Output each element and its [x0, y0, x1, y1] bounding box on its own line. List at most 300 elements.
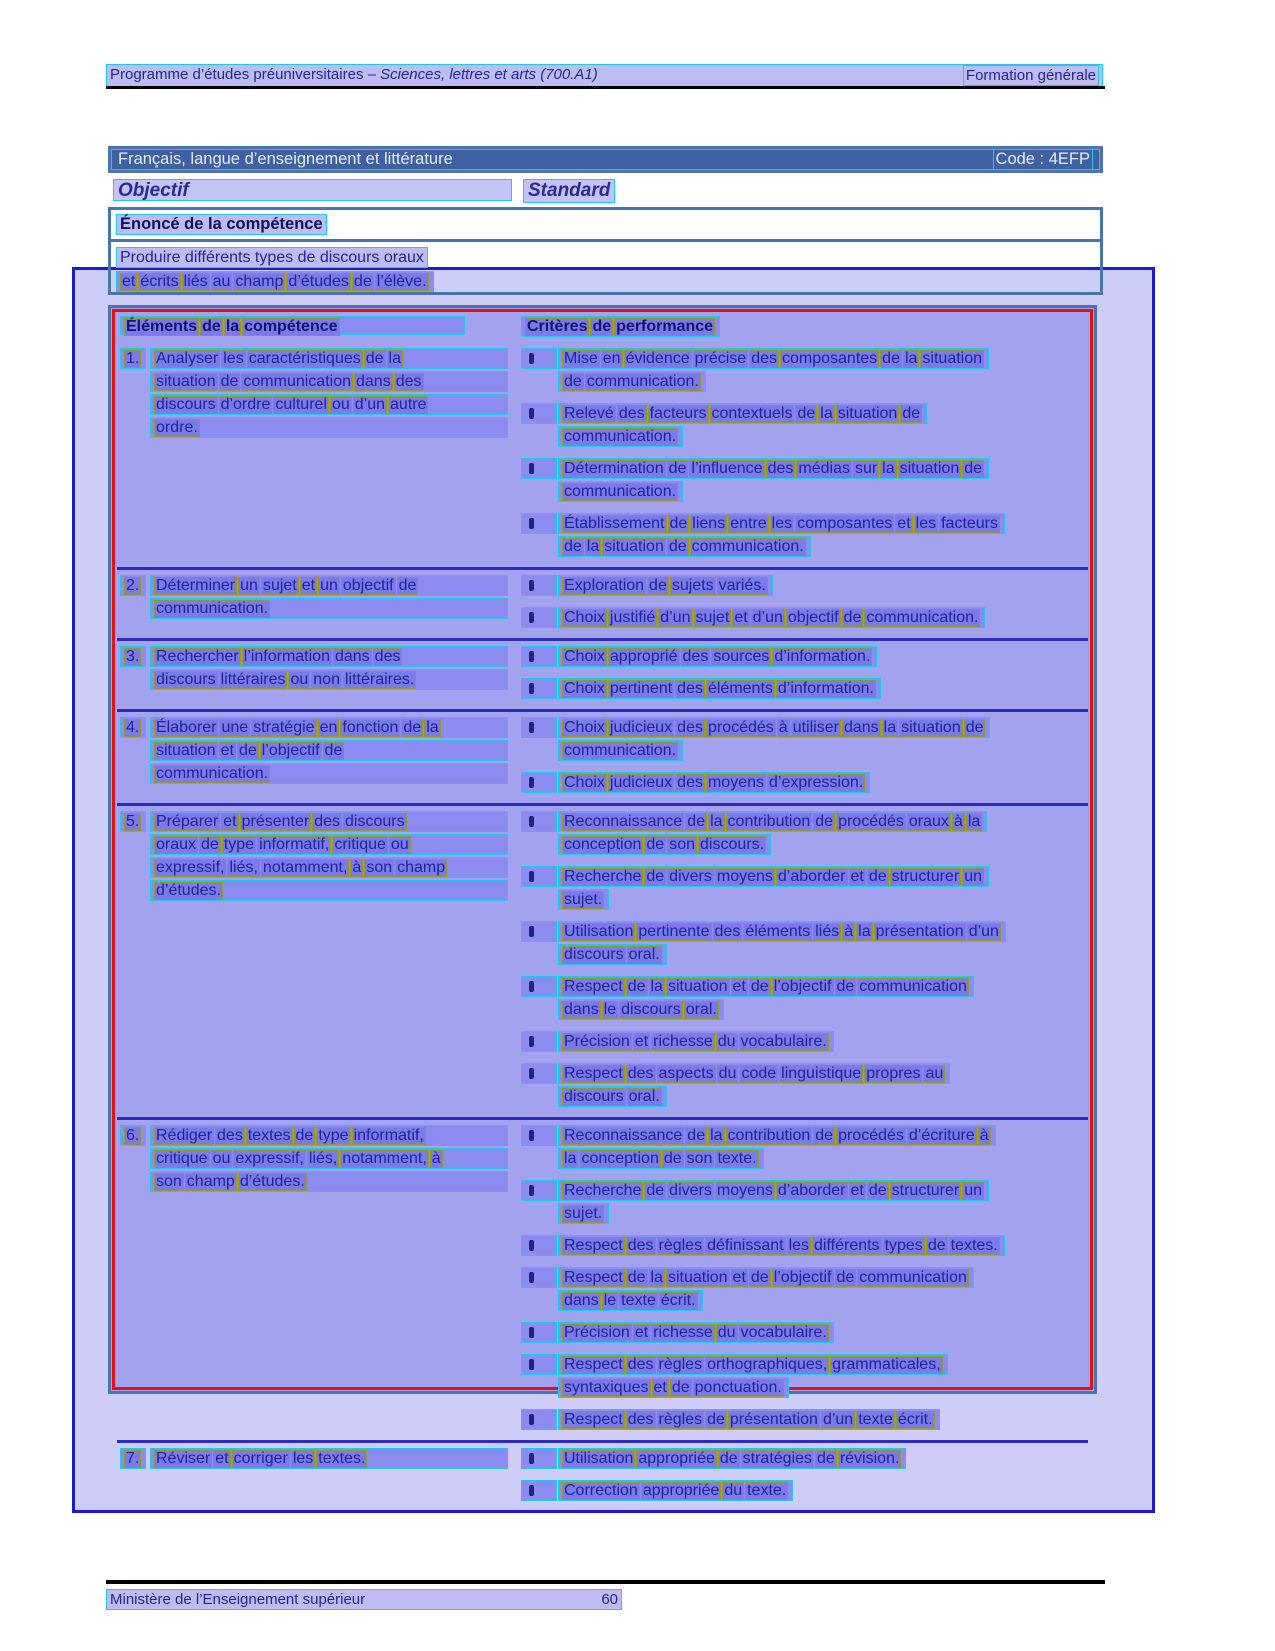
word-box: contribution	[727, 813, 811, 830]
word-box: situation	[667, 978, 728, 995]
word-box: Respect	[564, 1356, 623, 1373]
bullet-box	[521, 1125, 557, 1146]
word-box: la	[967, 813, 981, 830]
word-box: la	[564, 1150, 577, 1167]
criterion-item	[521, 772, 1088, 795]
word-box: définissant	[707, 1237, 784, 1254]
word-box: révision.	[839, 1450, 900, 1467]
row-number	[120, 717, 150, 797]
word-box: sujet.	[564, 891, 603, 908]
element-text	[150, 811, 508, 1111]
table-row	[117, 343, 1088, 567]
criterion-item	[521, 458, 1088, 504]
word-box: facteurs	[941, 515, 999, 532]
word-box: d’information.	[774, 648, 871, 665]
header-rule	[106, 86, 1105, 89]
table-row	[117, 1440, 1088, 1511]
word-box: d’études.	[156, 882, 221, 899]
word-box: dans	[564, 1292, 599, 1309]
word-box: en	[319, 719, 338, 736]
word-box: littéraires	[220, 671, 286, 688]
word-box: structurer	[891, 868, 960, 885]
element-cell	[117, 1448, 521, 1505]
bullet-icon	[529, 1036, 534, 1047]
word-box: règles	[658, 1237, 703, 1254]
word-box: judicieux	[609, 719, 673, 736]
row-number	[120, 646, 150, 703]
bullet-icon	[529, 1453, 534, 1464]
word-box: discours	[156, 671, 216, 688]
word-box: Recherche	[564, 868, 642, 885]
word-box: et	[634, 1033, 649, 1050]
course-title-bar	[108, 146, 1103, 173]
word-box: la	[650, 978, 663, 995]
word-box: situation	[922, 350, 983, 367]
bullet-box	[521, 458, 557, 479]
word-box: d’un	[660, 609, 691, 626]
word-box: Précision	[564, 1033, 630, 1050]
bullet-box	[521, 348, 557, 369]
word-box: judicieux	[609, 774, 673, 791]
word-box: évidence	[625, 350, 690, 367]
criterion-item	[521, 866, 1088, 912]
word-box: propres	[866, 1065, 921, 1082]
bullet-icon	[529, 1240, 534, 1251]
word-box: pertinent	[609, 680, 673, 697]
word-box: discours	[344, 813, 405, 830]
word-box: de	[365, 350, 384, 367]
criterion-text	[558, 1322, 1088, 1345]
element-text	[150, 717, 508, 797]
word-box: et	[732, 978, 746, 995]
word-box: liés	[815, 923, 840, 940]
word-box: Déterminer	[156, 577, 236, 594]
table-row	[117, 567, 1088, 638]
word-box: composantes	[797, 515, 893, 532]
word-box: la	[650, 1269, 663, 1286]
word-box: sujets	[671, 577, 714, 594]
word-box: discours	[156, 396, 216, 413]
word-box: d’aborder	[777, 1182, 846, 1199]
word-box: appropriée	[638, 1450, 715, 1467]
criterion-text	[558, 678, 1088, 701]
word-box: sujet	[695, 609, 730, 626]
row-number	[120, 575, 150, 632]
bullet-icon	[529, 1185, 534, 1196]
course-code: Code : 4EFP	[993, 149, 1093, 170]
word-box: Respect	[564, 1065, 623, 1082]
criterion-item	[521, 921, 1088, 967]
word-box: la	[882, 460, 895, 477]
criterion-text	[558, 348, 1088, 394]
word-box: de	[592, 318, 612, 335]
word-box: Éléments	[126, 318, 198, 335]
word-box: texte	[858, 1411, 893, 1428]
bullet-icon	[529, 463, 534, 474]
word-box: pertinente	[638, 923, 710, 940]
word-box: Relevé	[564, 405, 614, 422]
word-box: les	[788, 1237, 810, 1254]
word-box: la	[710, 1127, 723, 1144]
word-box: utiliser	[792, 719, 839, 736]
criterion-text	[558, 1409, 1088, 1432]
word-box: et	[122, 273, 136, 290]
word-box: ou	[290, 671, 309, 688]
word-box: sur	[854, 460, 878, 477]
word-box: de	[815, 1127, 834, 1144]
word-box: Correction	[564, 1482, 638, 1499]
word-box: sujet	[262, 577, 297, 594]
word-box: expressif,	[156, 859, 225, 876]
word-box: des	[314, 813, 340, 830]
word-box: divers	[669, 1182, 712, 1199]
word-box: d’aborder	[777, 868, 846, 885]
word-box: un	[964, 868, 983, 885]
word-box: éléments	[745, 923, 811, 940]
word-box: communication.	[691, 538, 804, 555]
word-box: textes.	[318, 1450, 366, 1467]
row-number	[120, 811, 150, 1111]
word-box: l’objectif	[773, 1269, 832, 1286]
bullet-icon	[529, 1414, 534, 1425]
word-box: règles	[658, 1411, 703, 1428]
col-criteres-header-cell	[521, 316, 720, 337]
word-box: des	[751, 350, 777, 367]
word-box: informatif,	[259, 836, 330, 853]
word-box: des	[627, 1411, 654, 1428]
bullet-box	[521, 575, 557, 596]
word-box: de	[201, 836, 219, 853]
word-box: médias	[798, 460, 850, 477]
course-title: Français, langue d’enseignement et littérature	[118, 150, 453, 168]
word-box: appropriée	[642, 1482, 720, 1499]
word-box: l’information	[243, 648, 330, 665]
competence-table	[108, 305, 1097, 1499]
word-box: Élaborer	[156, 719, 217, 736]
table-rows	[117, 343, 1088, 1511]
bullet-box	[521, 976, 557, 997]
word-box: Rechercher	[156, 648, 239, 665]
word-box: des	[374, 648, 401, 665]
word-box: culturel	[275, 396, 327, 413]
criterion-item	[521, 575, 1088, 598]
word-box: expressif,	[235, 1150, 304, 1167]
criteria-cell	[521, 1448, 1088, 1505]
word-box: à	[844, 923, 854, 940]
word-box: 2.	[126, 577, 140, 594]
element-text	[150, 575, 508, 632]
bullet-icon	[529, 871, 534, 882]
word-box: un	[320, 577, 338, 594]
word-box: la	[820, 405, 833, 422]
word-box: richesse	[653, 1033, 713, 1050]
word-box: et	[653, 1379, 667, 1396]
row-number	[120, 1448, 150, 1505]
bullet-icon	[529, 1485, 534, 1496]
bullet-box	[521, 1235, 557, 1256]
word-box: à	[431, 1150, 441, 1167]
word-box: Utilisation	[564, 1450, 634, 1467]
word-box: de	[868, 1182, 887, 1199]
word-box: de	[836, 978, 855, 995]
word-box: d’ordre	[220, 396, 271, 413]
word-box: Détermination	[564, 460, 664, 477]
word-box: oraux	[156, 836, 197, 853]
word-box: 4.	[126, 719, 140, 736]
word-box: présentation	[729, 1411, 818, 1428]
running-header-left: Programme d’études préuniversitaires – Sciences, lettres et arts (700.A1)	[110, 66, 598, 83]
word-box: dans	[334, 648, 370, 665]
word-box: à	[778, 719, 788, 736]
word-box: écrits	[140, 273, 179, 290]
bullet-icon	[529, 1130, 534, 1141]
bullet-icon	[529, 981, 534, 992]
word-box: et	[734, 609, 748, 626]
criterion-item	[521, 1480, 1088, 1503]
word-box: de	[797, 405, 816, 422]
word-box: critique	[156, 1150, 208, 1167]
word-box: des	[682, 648, 709, 665]
word-box: Exploration	[564, 577, 645, 594]
word-box: stratégie	[253, 719, 315, 736]
word-box: type	[318, 1127, 349, 1144]
criterion-text	[558, 1031, 1088, 1054]
word-box: et	[223, 813, 237, 830]
word-box: moyens	[716, 1182, 773, 1199]
word-box: de	[627, 1269, 646, 1286]
word-box: champ	[397, 859, 446, 876]
element-text	[150, 646, 508, 703]
word-box: 6.	[126, 1127, 140, 1144]
criterion-text	[558, 1448, 1088, 1471]
word-box: du	[724, 1482, 743, 1499]
criterion-item	[521, 1125, 1088, 1171]
word-box: de	[649, 577, 667, 594]
word-box: présenter	[241, 813, 310, 830]
word-box: à	[953, 813, 963, 830]
word-box: de	[324, 742, 343, 759]
row-number	[120, 1125, 150, 1434]
bullet-box	[521, 1448, 557, 1469]
criteria-cell	[521, 811, 1088, 1111]
objectif-label: Objectif	[113, 179, 512, 201]
criterion-item	[521, 811, 1088, 857]
word-box: de	[403, 719, 422, 736]
word-box: facteurs	[649, 405, 707, 422]
table-row	[117, 638, 1088, 709]
word-box: procédés	[838, 1127, 904, 1144]
bullet-box	[521, 921, 557, 942]
criterion-text	[558, 1063, 1088, 1109]
criterion-text	[558, 976, 1088, 1022]
word-box: situation	[899, 460, 960, 477]
word-box: ponctuation.	[694, 1379, 782, 1396]
word-box: littéraires.	[344, 671, 415, 688]
word-box: d’études	[288, 273, 349, 290]
word-box: et	[897, 515, 911, 532]
criterion-item	[521, 1354, 1088, 1400]
word-box: de	[836, 1269, 855, 1286]
word-box: de	[564, 373, 582, 390]
word-box: le	[603, 1001, 617, 1018]
bullet-box	[521, 866, 557, 887]
word-box: de	[687, 813, 706, 830]
word-box: la	[586, 538, 600, 555]
word-box: de	[687, 1127, 706, 1144]
running-header-line	[106, 64, 1103, 87]
word-box: au	[212, 273, 231, 290]
bullet-box	[521, 1354, 557, 1375]
enonce-line1: Produire différents types de discours oraux	[116, 247, 428, 268]
criterion-item	[521, 976, 1088, 1022]
word-box: communication	[859, 978, 967, 995]
word-box: autre	[390, 396, 427, 413]
word-box: les	[223, 350, 244, 367]
bullet-box	[521, 678, 557, 699]
criterion-text	[558, 646, 1088, 669]
word-box: conception	[564, 836, 642, 853]
word-box: discours.	[699, 836, 765, 853]
word-box: stratégies	[742, 1450, 813, 1467]
bullet-box	[521, 1031, 557, 1052]
word-box: de	[750, 1269, 769, 1286]
word-box: 1.	[126, 350, 140, 367]
enonce-box	[108, 207, 1103, 295]
word-box: texte.	[747, 1482, 787, 1499]
criteria-cell	[521, 1125, 1088, 1434]
word-box: d’études.	[239, 1173, 305, 1190]
element-cell	[117, 1125, 521, 1434]
word-box: Choix	[564, 648, 605, 665]
word-box: de	[398, 577, 417, 594]
bullet-icon	[529, 1272, 534, 1283]
word-box: communication.	[156, 600, 269, 617]
word-box: Recherche	[564, 1182, 642, 1199]
criterion-item	[521, 717, 1088, 763]
enonce-divider	[111, 239, 1100, 242]
word-box: communication.	[564, 742, 677, 759]
element-cell	[117, 646, 521, 703]
bullet-box	[521, 646, 557, 667]
word-box: syntaxiques	[564, 1379, 649, 1396]
word-box: Réviser	[156, 1450, 211, 1467]
table-row	[117, 1117, 1088, 1440]
word-box: d’un	[968, 923, 999, 940]
word-box: à	[979, 1127, 989, 1144]
word-box: orthographiques,	[707, 1356, 828, 1373]
word-box: précise	[694, 350, 747, 367]
word-box: de	[927, 1237, 946, 1254]
word-box: liés	[183, 273, 208, 290]
criterion-text	[558, 458, 1088, 504]
word-box: des	[217, 1127, 243, 1144]
word-box: la	[858, 923, 871, 940]
word-box: de	[646, 836, 665, 853]
word-box: de	[964, 460, 983, 477]
word-box: des	[627, 1065, 654, 1082]
word-box: et	[850, 868, 864, 885]
word-box: Analyser	[156, 350, 219, 367]
word-box: dans	[564, 1001, 599, 1018]
table-row	[117, 803, 1088, 1117]
word-box: Choix	[564, 609, 605, 626]
footer-rule	[106, 1580, 1105, 1584]
word-box: une	[221, 719, 249, 736]
word-box: fonction	[342, 719, 399, 736]
word-box: caractéristiques	[248, 350, 361, 367]
bullet-box	[521, 1480, 557, 1501]
criterion-text	[558, 1180, 1088, 1226]
word-box: vocabulaire.	[740, 1324, 827, 1341]
word-box: différents	[814, 1237, 880, 1254]
word-box: textes.	[950, 1237, 998, 1254]
criterion-item	[521, 1180, 1088, 1226]
word-box: texte	[621, 1292, 656, 1309]
word-box: de	[669, 515, 688, 532]
word-box: ou	[390, 836, 409, 853]
word-box: liens	[692, 515, 726, 532]
element-cell	[117, 348, 521, 561]
word-box: des	[677, 680, 703, 697]
word-box: son	[669, 836, 695, 853]
criterion-text	[558, 1267, 1088, 1313]
word-box: communication	[243, 373, 351, 390]
criterion-text	[558, 575, 1088, 598]
bullet-box	[521, 1409, 557, 1430]
word-box: de	[843, 609, 862, 626]
word-box: dans	[356, 373, 391, 390]
word-box: d’un	[752, 609, 783, 626]
word-box: contribution	[727, 1127, 811, 1144]
word-box: son	[686, 1150, 713, 1167]
word-box: notamment,	[342, 1150, 427, 1167]
word-box: d’expression.	[769, 774, 864, 791]
criterion-item	[521, 1063, 1088, 1109]
element-text	[150, 1125, 508, 1434]
word-box: de	[353, 273, 372, 290]
word-box: aspects	[658, 1065, 714, 1082]
word-box: les	[771, 515, 793, 532]
word-box: situation	[667, 1269, 728, 1286]
element-cell	[117, 575, 521, 632]
word-box: de	[668, 538, 687, 555]
word-box: de	[663, 1150, 682, 1167]
word-box: de	[220, 373, 239, 390]
bullet-icon	[529, 612, 534, 623]
page-footer	[106, 1589, 622, 1610]
criteria-cell	[521, 646, 1088, 703]
criterion-text	[558, 717, 1088, 763]
word-box: liés,	[308, 1150, 338, 1167]
word-box: contextuels	[711, 405, 793, 422]
bullet-box	[521, 1180, 557, 1201]
word-box: de	[668, 460, 687, 477]
bullet-icon	[529, 353, 534, 364]
criterion-text	[558, 607, 1088, 630]
criterion-text	[558, 1354, 1088, 1400]
word-box: de	[646, 1182, 665, 1199]
word-box: des	[618, 405, 645, 422]
word-box: du	[717, 1033, 736, 1050]
word-box: objectif	[342, 577, 394, 594]
word-box: la	[710, 813, 723, 830]
word-box: et	[301, 577, 316, 594]
word-box: d’information.	[777, 680, 874, 697]
bullet-box	[521, 1267, 557, 1288]
word-box: divers	[669, 868, 712, 885]
word-box: les	[292, 1450, 314, 1467]
word-box: justifié	[609, 609, 656, 626]
